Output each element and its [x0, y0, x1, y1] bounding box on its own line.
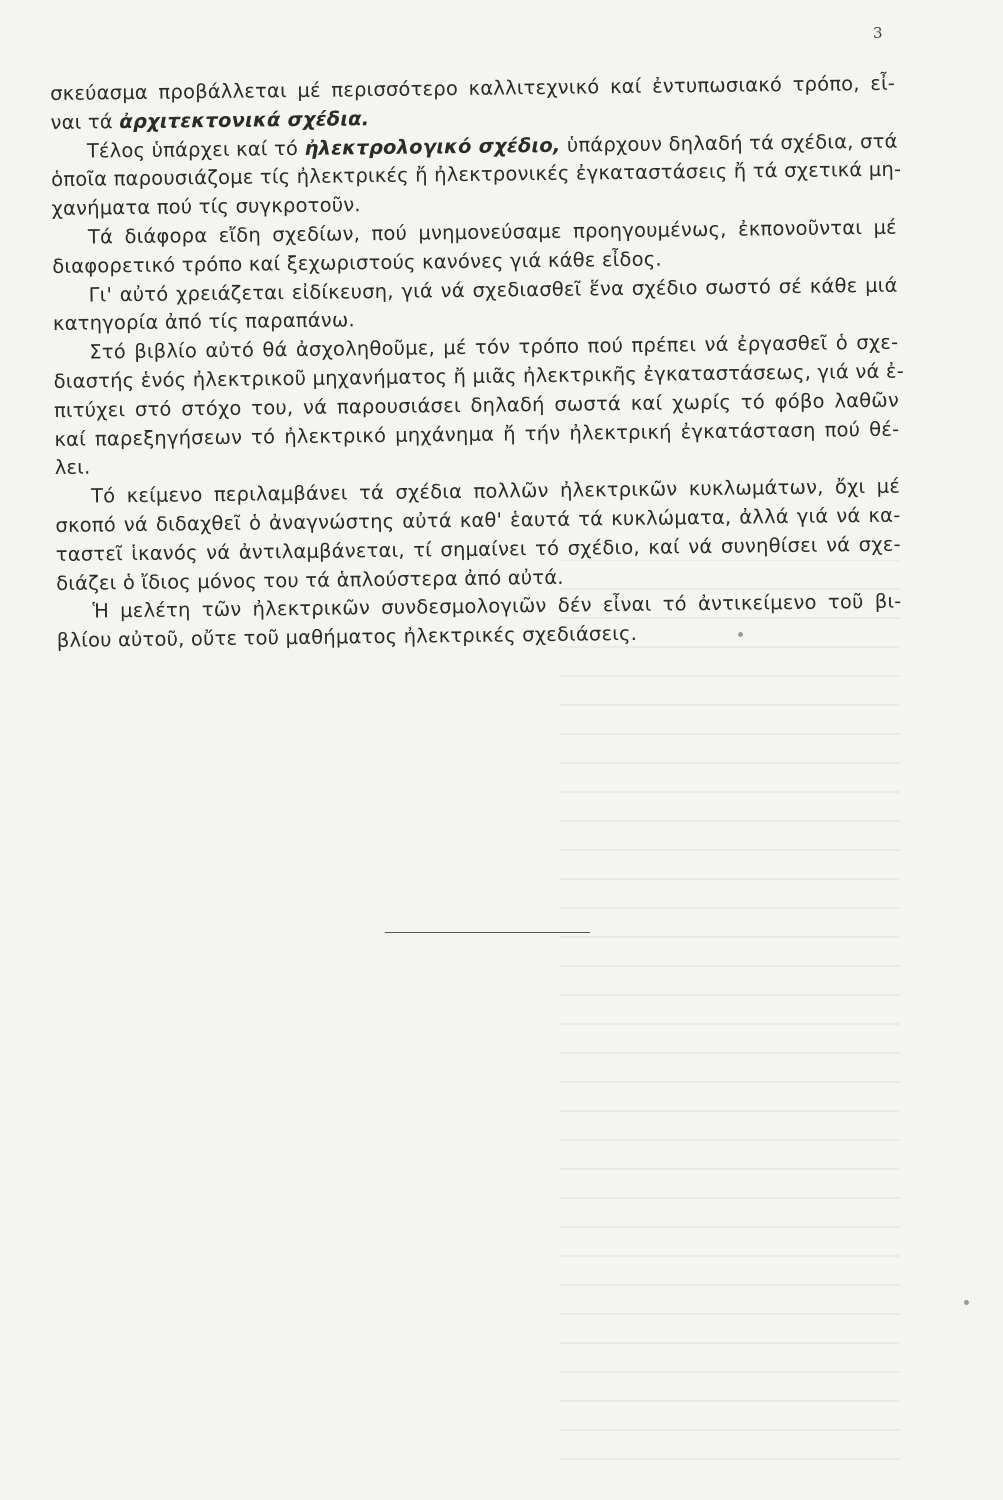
text-line: βλίου αὐτοῦ, οὔτε τοῦ μαθήματος ἠλεκτρικές σχεδιάσεις. [56, 622, 638, 653]
text-line: διάζει ὁ ἴδιος μόνος του τά ἁπλούστερα ἀπό αὐτά. [56, 565, 564, 595]
scan-speck [964, 1300, 969, 1305]
text-line: Ἡ μελέτη τῶν ἠλεκτρικῶν συνδεσμολογιῶν δέν εἶναι τό ἀντικείμενο τοῦ βι- [92, 589, 902, 623]
text-run: ὑπάρχουν δηλαδή τά σχέδια, στά [560, 129, 898, 157]
horizontal-rule [385, 932, 590, 933]
scan-speck [738, 632, 743, 637]
page-number: 3 [873, 24, 883, 42]
text-line: ὁποῖα παρουσιάζομε τίς ἠλεκτρικές ἤ ἠλεκτρονικές ἐγκαταστάσεις ἤ τά σχετικά μη- [51, 157, 902, 192]
text-line: κατηγορία ἀπό τίς παραπάνω. [52, 308, 355, 336]
text-line: καί παρεξηγήσεων τό ἠλεκτρικό μηχάνημα ἤ τήν ἠλεκτρική ἐγκατάσταση πού θέ- [54, 417, 900, 451]
body-text [50, 70, 905, 656]
text-line: σκοπό νά διδαχθεῖ ὁ ἀναγνώστης αὐτά καθ' ἑαυτά τά κυκλώματα, ἀλλά γιά νά κα- [55, 503, 901, 537]
text-line: σκεύασμα προβάλλεται μέ περισσότερο καλλιτεχνικό καί ἐντυπωσιακό τρόπο, εἶ- [50, 71, 896, 105]
show-through-text [560, 560, 900, 1460]
text-run: Τέλος ὑπάρχει καί τό [86, 136, 305, 163]
text-line: πιτύχει στό στόχο του, νά παρουσιάσει δηλαδή σωστά καί χωρίς τό φόβο λαθῶν [53, 388, 900, 422]
text-line: λει. [54, 455, 91, 480]
text-line: Γι' αὐτό χρειάζεται εἰδίκευση, γιά νά σχεδιασθεῖ ἕνα σχέδιο σωστό σέ κάθε μιά [88, 273, 898, 307]
text-line: χανήματα πού τίς συγκροτοῦν. [51, 193, 361, 221]
emphasis-electrical-drawing: ἠλεκτρολογικό σχέδιο, [304, 133, 561, 160]
text-line: διαφορετικό τρόπο καί ξεχωριστούς κανόνες γιά κάθε εἶδος. [52, 247, 662, 278]
text-line: Τά διάφορα εἴδη σχεδίων, πού μνημονεύσαμε προηγουμένως, ἐκπονοῦνται μέ [87, 215, 898, 249]
text-line: ταστεῖ ἱκανός νά ἀντιλαμβάνεται, τί σημαίνει τό σχέδιο, καί νά συνηθίσει νά σχε- [55, 532, 901, 566]
text-line: διαστής ἑνός ἠλεκτρικοῦ μηχανήματος ἤ μιᾶς ἠλεκτρικῆς ἐγκαταστάσεως, γιά νά ἐ- [53, 359, 905, 393]
text-run: ναι τά [50, 109, 120, 134]
text-line: Στό βιβλίο αὐτό θά ἀσχοληθοῦμε, μέ τόν τρόπο πού πρέπει νά ἐργασθεῖ ὁ σχε- [89, 330, 899, 364]
emphasis-architectural-drawings: ἀρχιτεκτονικά σχέδια. [119, 106, 370, 133]
text-line: Τό κείμενο περιλαμβάνει τά σχέδια πολλῶν ἠλεκτρικῶν κυκλωμάτων, ὄχι μέ [90, 474, 901, 508]
